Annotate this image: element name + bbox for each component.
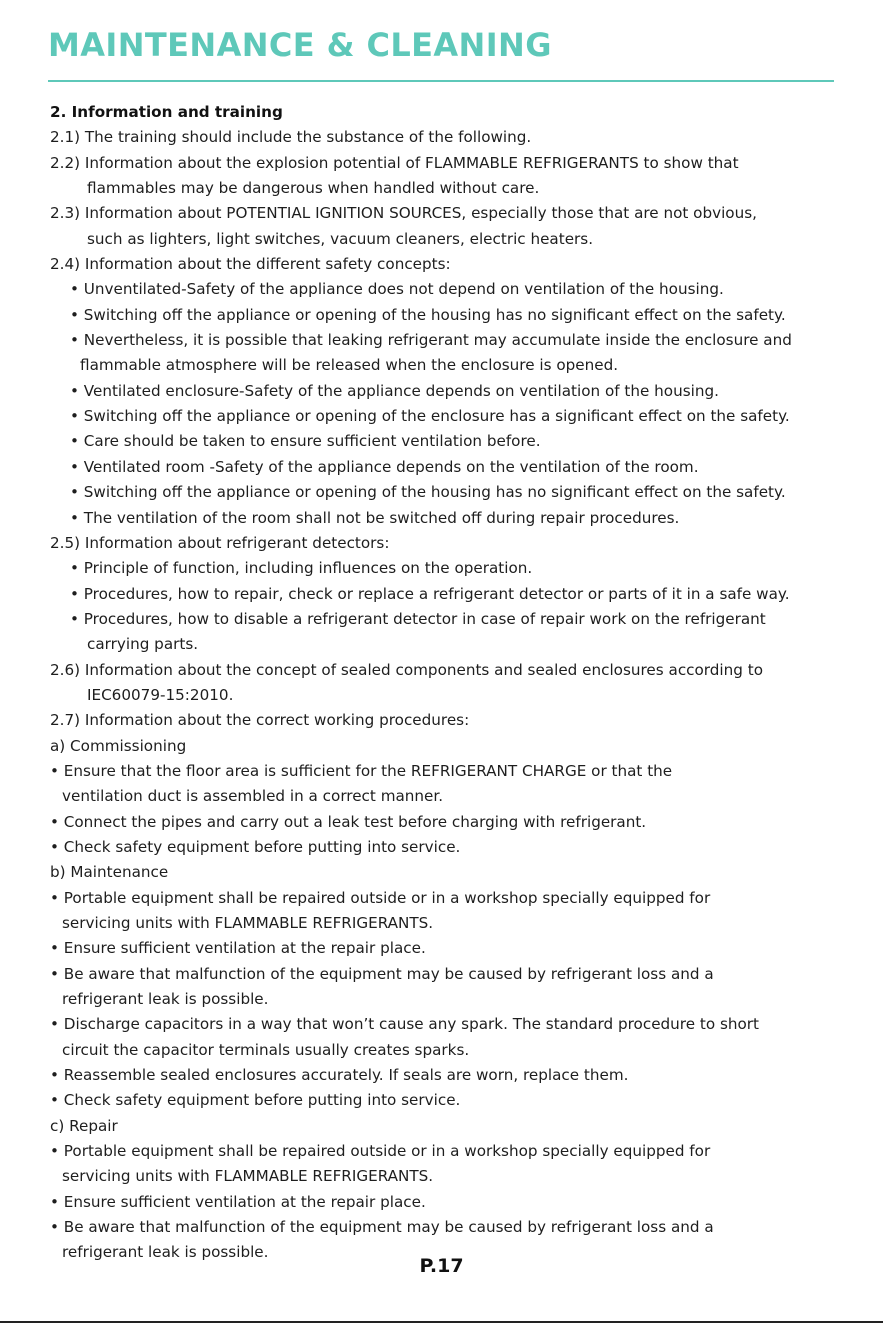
section-heading: 2. Information and training xyxy=(50,103,283,121)
text-line: b) Maintenance xyxy=(50,863,169,882)
text-line: 2.4) Information about the different safety concepts: xyxy=(50,255,451,274)
text-line: • The ventilation of the room shall not be switched off during repair procedures. xyxy=(70,508,680,527)
text-line: servicing units with FLAMMABLE REFRIGERANTS. xyxy=(62,914,434,932)
text-line: 2.2) Information about the explosion potential of FLAMMABLE REFRIGERANTS to show that xyxy=(50,153,739,172)
text-line: circuit the capacitor terminals usually creates sparks. xyxy=(62,1040,470,1059)
document-body xyxy=(50,100,850,1266)
text-line: • Care should be taken to ensure sufficient ventilation before. xyxy=(70,432,541,451)
text-line: • Ventilated room -Safety of the appliance depends on the ventilation of the room. xyxy=(70,457,699,476)
text-line: 2.1) The training should include the substance of the following. xyxy=(50,128,532,147)
text-line: • Discharge capacitors in a way that won’t cause any spark. The standard procedure to short xyxy=(50,1015,759,1034)
text-line: IEC60079-15:2010. xyxy=(87,685,234,704)
text-line: 2.5) Information about refrigerant detectors: xyxy=(50,533,390,552)
text-lines xyxy=(50,125,850,1265)
text-line: 2.6) Information about the concept of sealed components and sealed enclosures according to xyxy=(50,660,763,679)
text-line: • Nevertheless, it is possible that leaking refrigerant may accumulate inside the enclosure and xyxy=(70,331,792,350)
text-line: • Connect the pipes and carry out a leak test before charging with refrigerant. xyxy=(50,812,647,831)
text-line: • Reassemble sealed enclosures accurately. If seals are worn, replace them. xyxy=(50,1066,629,1085)
page-number: P.17 xyxy=(419,1255,464,1277)
text-line: such as lighters, light switches, vacuum cleaners, electric heaters. xyxy=(87,229,594,248)
text-line: a) Commissioning xyxy=(50,736,187,755)
text-line: flammables may be dangerous when handled without care. xyxy=(87,179,540,198)
text-line: • Ensure sufficient ventilation at the repair place. xyxy=(50,1192,426,1211)
text-line: • Check safety equipment before putting into service. xyxy=(50,837,461,856)
text-line: flammable atmosphere will be released when the enclosure is opened. xyxy=(80,356,619,375)
text-line: • Principle of function, including influences on the operation. xyxy=(70,559,533,578)
text-line: • Be aware that malfunction of the equipment may be caused by refrigerant loss and a xyxy=(50,964,714,983)
text-line: c) Repair xyxy=(50,1116,118,1135)
text-line: ventilation duct is assembled in a correct manner. xyxy=(62,787,444,806)
text-line: refrigerant leak is possible. xyxy=(62,990,269,1009)
text-line: • Ensure sufficient ventilation at the repair place. xyxy=(50,939,426,958)
text-line: • Switching off the appliance or opening of the housing has no significant effect on the safety. xyxy=(70,305,786,324)
bottom-divider xyxy=(0,1321,883,1323)
text-line: • Switching off the appliance or opening of the housing has no significant effect on the safety. xyxy=(70,483,786,502)
text-line: servicing units with FLAMMABLE REFRIGERANTS. xyxy=(62,1167,434,1186)
text-line: • Switching off the appliance or opening of the enclosure has a significant effect on the safety. xyxy=(70,407,790,426)
text-line: • Ventilated enclosure-Safety of the appliance depends on ventilation of the housing. xyxy=(70,381,719,400)
text-line: • Procedures, how to repair, check or replace a refrigerant detector or parts of it in a safe way. xyxy=(70,584,790,603)
text-line: refrigerant leak is possible. xyxy=(62,1243,269,1262)
text-line: • Be aware that malfunction of the equipment may be caused by refrigerant loss and a xyxy=(50,1218,714,1237)
page-title: MAINTENANCE & CLEANING xyxy=(48,26,552,64)
text-line: • Check safety equipment before putting into service. xyxy=(50,1091,461,1110)
text-line: • Ensure that the floor area is sufficient for the REFRIGERANT CHARGE or that the xyxy=(50,761,673,780)
text-line: carrying parts. xyxy=(87,635,199,654)
text-line: • Portable equipment shall be repaired outside or in a workshop specially equipped for xyxy=(50,888,711,907)
text-line: • Unventilated-Safety of the appliance does not depend on ventilation of the housing. xyxy=(70,280,724,299)
text-line: 2.7) Information about the correct working procedures: xyxy=(50,711,470,730)
title-divider xyxy=(48,80,834,82)
text-line: • Portable equipment shall be repaired outside or in a workshop specially equipped for xyxy=(50,1142,711,1161)
text-line: • Procedures, how to disable a refrigerant detector in case of repair work on the refrigerant xyxy=(70,609,766,628)
text-line: 2.3) Information about POTENTIAL IGNITION SOURCES, especially those that are not obvious, xyxy=(50,204,757,223)
